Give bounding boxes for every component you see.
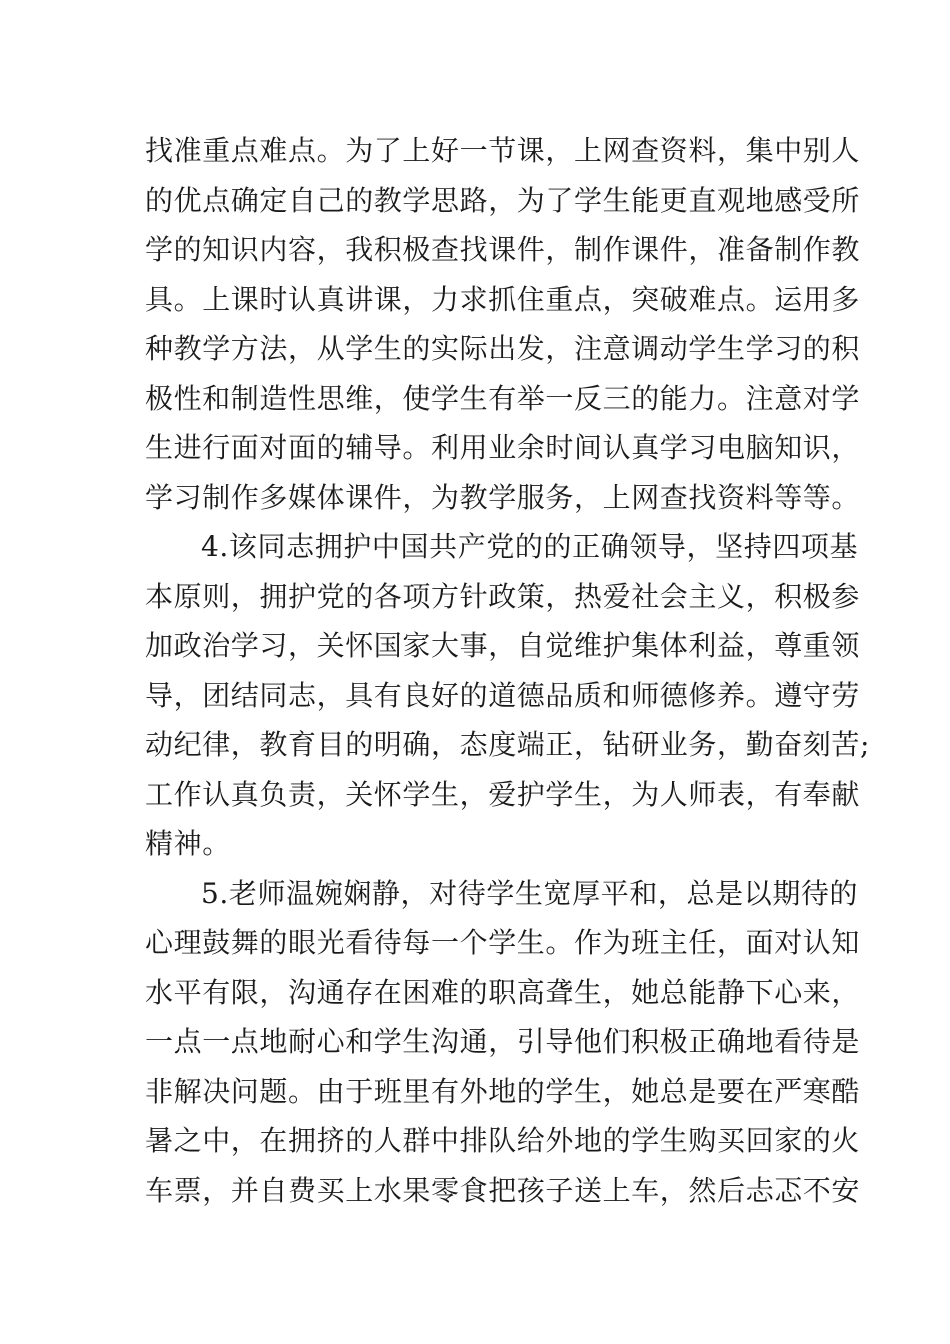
text-line: 具。上课时认真讲课，力求抓住重点，突破难点。运用多 (145, 282, 861, 316)
text-line: 导，团结同志，具有良好的道德品质和师德修养。遵守劳 (145, 678, 861, 712)
text-line: 4.该同志拥护中国共产党的的正确领导，坚持四项基 (201, 530, 859, 563)
text-line: 5.老师温婉娴静，对待学生宽厚平和，总是以期待的 (201, 876, 859, 910)
text-line: 学的知识内容，我积极查找课件，制作课件，准备制作教 (145, 233, 861, 266)
text-line: 生进行面对面的辅导。利用业余时间认真学习电脑知识， (145, 431, 861, 464)
text-line: 找准重点难点。为了上好一节课，上网查资料，集中别人 (145, 134, 861, 167)
body-text (145, 126, 871, 1215)
text-line: 暑之中，在拥挤的人群中排队给外地的学生购买回家的火 (145, 1124, 861, 1157)
text-line: 本原则，拥护党的各项方针政策，热爱社会主义，积极参 (145, 579, 861, 613)
text-line: 非解决问题。由于班里有外地的学生，她总是要在严寒酷 (145, 1074, 861, 1108)
text-line: 一点一点地耐心和学生沟通，引导他们积极正确地看待是 (145, 1025, 861, 1058)
text-line: 极性和制造性思维，使学生有举一反三的能力。注意对学 (145, 381, 861, 415)
text-line: 工作认真负责，关怀学生，爱护学生，为人师表，有奉献 (145, 777, 861, 811)
paragraph-2 (145, 522, 871, 869)
text-line: 种教学方法，从学生的实际出发，注意调动学生学习的积 (145, 332, 861, 365)
text-line: 动纪律，教育目的明确，态度端正，钻研业务，勤奋刻苦; (145, 728, 871, 761)
text-line: 加政治学习，关怀国家大事，自觉维护集体利益，尊重领 (145, 629, 861, 662)
text-line: 车票，并自费买上水果零食把孩子送上车，然后忐忑不安 (145, 1173, 861, 1207)
paragraph-3 (145, 869, 861, 1216)
text-line: 精神。 (145, 827, 231, 860)
text-line: 的优点确定自己的教学思路，为了学生能更直观地感受所 (145, 183, 861, 217)
text-line: 心理鼓舞的眼光看待每一个学生。作为班主任，面对认知 (145, 926, 861, 959)
text-line: 学习制作多媒体课件，为教学服务，上网查找资料等等。 (145, 480, 861, 514)
paragraph-1 (145, 126, 861, 522)
text-line: 水平有限，沟通存在困难的职高聋生，她总能静下心来， (145, 975, 861, 1009)
